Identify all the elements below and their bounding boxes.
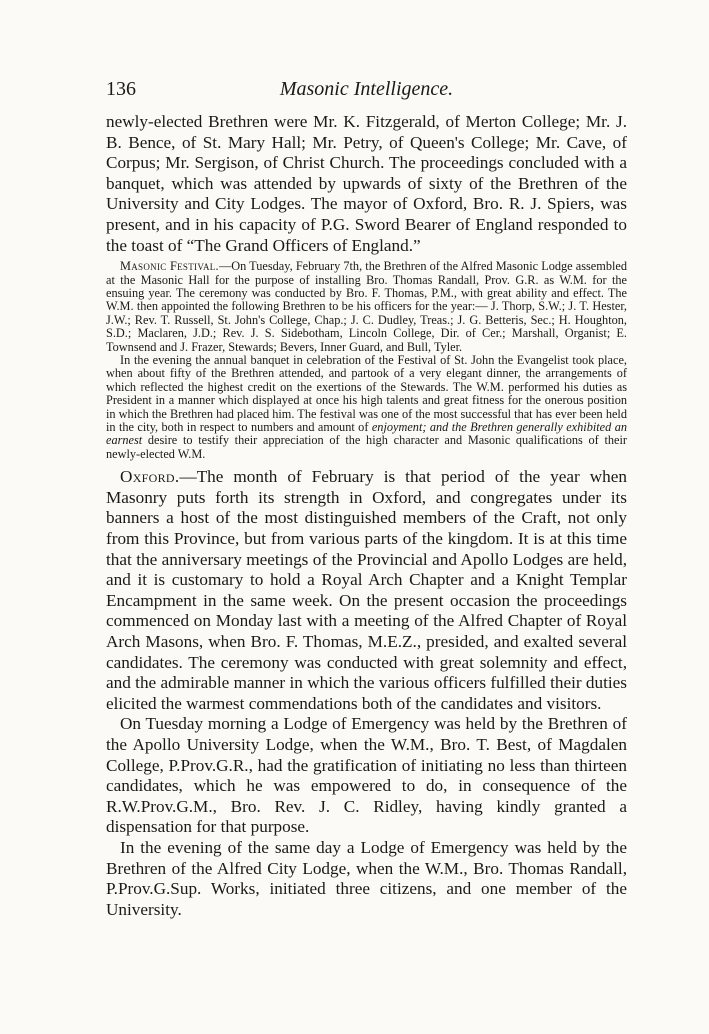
oxford-heading: Oxford. (120, 467, 180, 487)
paragraph-oxford (106, 467, 627, 714)
running-header (106, 78, 627, 112)
paragraph-alfred-city-lodge: In the evening of the same day a Lodge of Emergency was held by the Brethren of the Alfred City Lodge, when the W.M., Bro. Thomas Randall, P.Prov.G.Sup. Works, initiated three citizens, and one member of the University. (106, 837, 627, 919)
evening-banquet-body: In the evening the annual banquet in celebration of the Festival of St. John the Evangelist took place, when about fifty of the Brethren attended, and partook of a very elegant dinner, the arrangements of which reflected the highest credit on the exertions of the Stewards. The W.M. performed his duties as President in a manner which displayed at once his high talents and great fitness for the onerous position in which the Brethren had placed him. The festival was one of the most successful that has ever been held in the city, both in respect to numbers and amount of (106, 353, 627, 435)
paragraph-masonic-festival (106, 260, 627, 354)
masonic-festival-body: —On Tuesday, February 7th, the Brethren of the Alfred Masonic Lodge assembled at the Masonic Hall for the purpose of installing Bro. Thomas Randall, Prov. G.R. as W.M. for the ensuing year. The ceremony was conducted by Bro. F. Thomas, P.M., with great ability and effect. The W.M. then appointed the following Brethren to be his officers for the year:— J. Thorp, S.W.; J. T. Hester, J.W.; Rev. T. Russell, St. John's College, Chap.; J. C. Dudley, Treas.; J. G. Betteris, Sec.; H. Houghton, S.D.; Maclaren, J.D.; Rev. J. S. Sidebotham, Lincoln College, Dir. of Cer.; Marshall, Organist; E. Townsend and J. Frazer, Stewards; Bevers, Inner Guard, and Bull, Tyler. (106, 259, 628, 354)
paragraph-evening-banquet (106, 354, 627, 461)
oxford-body: —The month of February is that period of the year when Masonry puts forth its strength in Oxford, and congregates under its banners a host of the most distinguished members of the Craft, not only from this Province, but from various parts of the kingdom. It is at this time that the anniversary meetings of the Provincial and Apollo Lodges are held, and it is customary to hold a Royal Arch Chapter and a Knight Templar Encampment in the same week. On the present occasion the proceedings commenced on Monday last with a meeting of the Alfred Chapter of Royal Arch Masons, when Bro. F. Thomas, M.E.Z., presided, and exalted several candidates. The ceremony was conducted with great solemnity and effect, and the admirable manner in which the various officers fulfilled their duties elicited the warmest commendations both of the candidates and visitors. (106, 467, 627, 713)
evening-banquet-tail: desire to testify their appreciation of the high character and Masonic qualifications of their newly-elected W.M. (106, 433, 627, 461)
paragraph-merton-initiates: newly-elected Brethren were Mr. K. Fitzgerald, of Merton College; Mr. J. B. Bence, of St. Mary Hall; Mr. Petry, of Queen's College; Mr. Cave, of Corpus; Mr. Sergison, of Christ Church. The proceedings concluded with a banquet, which was attended by upwards of sixty of the Brethren of the University and City Lodges. The mayor of Oxford, Bro. R. J. Spiers, was present, and in his capacity of P.G. Sword Bearer of England responded to the toast of “The Grand Officers of England.” (106, 112, 627, 255)
masonic-festival-heading: Masonic Festival. (120, 259, 219, 274)
running-title: Masonic Intelligence. (279, 78, 454, 100)
page-number: 136 (106, 78, 136, 100)
evening-banquet-italic: enjoyment; and the Brethren generally exhibited an earnest (106, 420, 627, 448)
paragraph-apollo-lodge: On Tuesday morning a Lodge of Emergency was held by the Brethren of the Apollo University Lodge, when the W.M., Bro. T. Best, of Magdalen College, P.Prov.G.R., had the gratification of initiating no less than thirteen candidates, which he was empowered to do, in consequence of the R.W.Prov.G.M., Bro. Rev. J. C. Ridley, having kindly granted a dispensation for that purpose. (106, 714, 627, 837)
